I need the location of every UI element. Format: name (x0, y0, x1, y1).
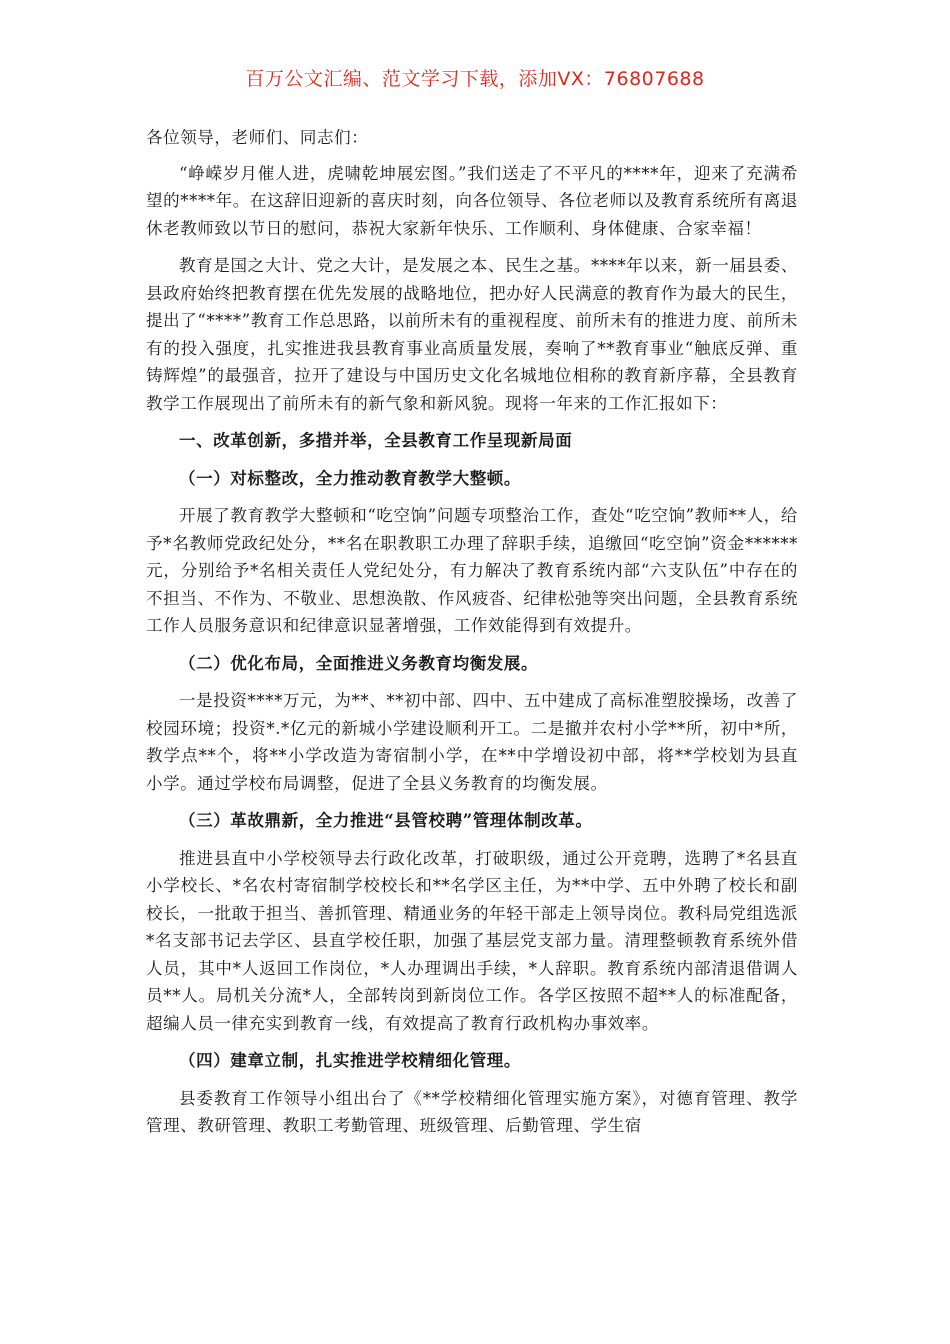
salutation: 各位领导，老师们、同志们： (146, 128, 369, 147)
watermark-banner: 百万公文汇编、范文学习下载，添加VX：76807688 (245, 68, 705, 90)
paragraph-opening: “峥嵘岁月催人进，虎啸乾坤展宏图。”我们送走了不平凡的****年，迎来了充满希望的****年。在这辞旧迎新的喜庆时刻，向各位领导、各位老师以及教育系统所有离退休老教师致以节日的慰问，恭祝大家新年快乐、工作顺利、身体健康、合家幸福！ (146, 163, 798, 238)
subsection-heading-2: （二）优化布局，全面推进义务教育均衡发展。 (179, 653, 539, 673)
subsection-heading-3: （三）革故鼎新，全力推进“县管校聘”管理体制改革。 (179, 811, 593, 830)
document-body (146, 124, 798, 1150)
paragraph-layout: 一是投资****万元，为**、**初中部、四中、五中建成了高标准塑胶操场，改善了校园环境；投资*.*亿元的新城小学建设顺利开工。二是撤并农村小学**所，初中*所，教学点**个，将**小学改造为寄宿制小学，在**中学增设初中部，将**学校划为县直小学。通过学校布局调整，促进了全县义务教育的均衡发展。 (146, 691, 798, 793)
paragraph-overview: 教育是国之大计、党之大计，是发展之本、民生之基。****年以来，新一届县委、县政府始终把教育摆在优先发展的战略地位，把办好人民满意的教育作为最大的民生，提出了“****”教育工作总思路，以前所未有的重视程度、前所未有的推进力度、前所未有的投入强度，扎实推进我县教育事业高质量发展，奏响了**教育事业“触底反弹、重铸辉煌”的最强音，拉开了建设与中国历史文化名城地位相称的教育新序幕，全县教育教学工作展现出了前所未有的新气象和新风貌。现将一年来的工作汇报如下： (146, 256, 798, 413)
paragraph-reform: 推进县直中小学校领导去行政化改革，打破职级，通过公开竞聘，选聘了*名县直小学校长、*名农村寄宿制学校校长和**名学区主任，为**中学、五中外聘了校长和副校长，一批敢于担当、善抓管理、精通业务的年轻干部走上领导岗位。教科局党组选派*名支部书记去学区、县直学校任职，加强了基层党支部力量。清理整顿教育系统外借人员，其中*人返回工作岗位，*人办理调出手续，*人辞职。教育系统内部清退借调人员**人。局机关分流*人，全部转岗到新岗位工作。各学区按照不超**人的标准配备，超编人员一律充实到教育一线，有效提高了教育行政机构办事效率。 (146, 848, 798, 1033)
section-heading-1: 一、改革创新，多措并举，全县教育工作呈现新局面 (179, 431, 573, 450)
subsection-heading-1: （一）对标整改，全力推动教育教学大整顿。 (179, 468, 521, 488)
paragraph-management: 县委教育工作领导小组出台了《**学校精细化管理实施方案》，对德育管理、教学管理、教研管理、教职工考勤管理、班级管理、后勤管理、学生宿 (146, 1088, 798, 1135)
subsection-heading-4: （四）建章立制，扎实推进学校精细化管理。 (179, 1051, 521, 1070)
paragraph-rectification: 开展了教育教学大整顿和“吃空饷”问题专项整治工作，查处“吃空饷”教师**人，给予*名教师党政纪处分，**名在职教职工办理了辞职手续，追缴回“吃空饷”资金******元，分别给予*名相关责任人党纪处分，有力解决了教育系统内部“六支队伍”中存在的不担当、不作为、不敬业、思想涣散、作风疲沓、纪律松弛等突出问题，全县教育系统工作人员服务意识和纪律意识显著增强，工作效能得到有效提升。 (146, 506, 798, 635)
